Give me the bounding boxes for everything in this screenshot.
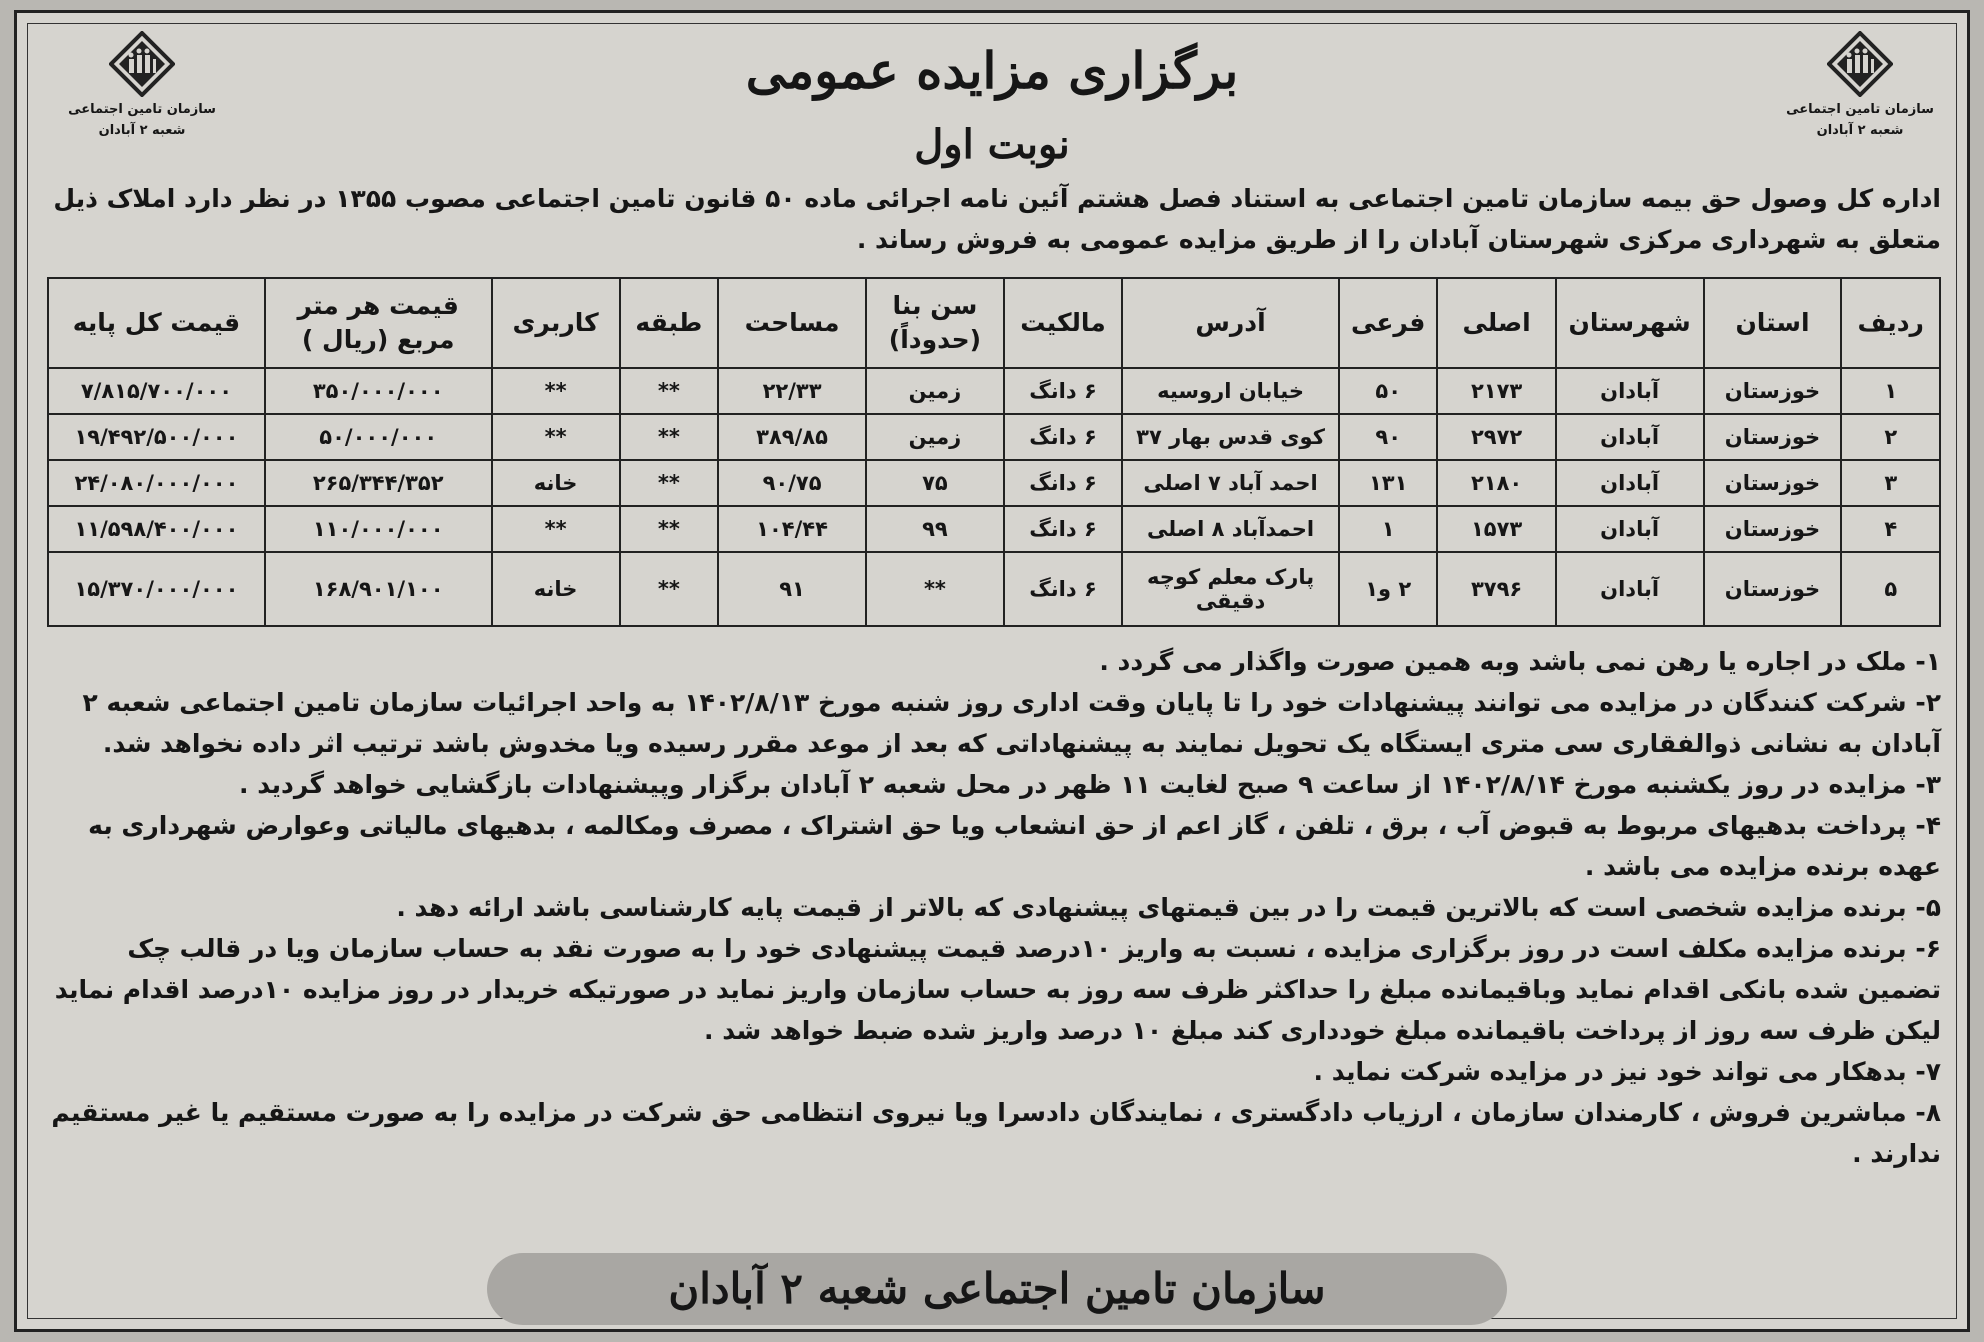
cell-main-plate: ۳۷۹۶ (1437, 552, 1555, 626)
table-row (48, 460, 1940, 506)
cell-usage: خانه (492, 552, 620, 626)
footer-signature: سازمان تامین اجتماعی شعبه ۲ آبادان (487, 1253, 1507, 1325)
cell-building-age: ۷۵ (866, 460, 1004, 506)
cell-area: ۲۲/۳۳ (718, 368, 866, 414)
properties-table-wrap (47, 277, 1941, 629)
cell-province: خوزستان (1704, 368, 1842, 414)
cell-address: احمد آباد ۷ اصلی (1122, 460, 1339, 506)
cell-main-plate: ۱۵۷۳ (1437, 506, 1555, 552)
cell-city: آبادان (1556, 460, 1704, 506)
cell-price-per-m2: ۱۶۸/۹۰۱/۱۰۰ (265, 552, 492, 626)
cell-main-plate: ۲۹۷۲ (1437, 414, 1555, 460)
cell-province: خوزستان (1704, 552, 1842, 626)
col-building-age: سن بنا (حدوداً) (866, 278, 1004, 368)
table-header-row (48, 278, 1940, 368)
logo-org-name: سازمان تامین اجتماعی (68, 102, 216, 117)
cell-row: ۴ (1841, 506, 1940, 552)
newspaper-notice (14, 10, 1970, 1332)
condition-item: ۳- مزایده در روز یکشنبه مورخ ۱۴۰۲/۸/۱۴ از ساعت ۹ صبح لغایت ۱۱ ظهر در محل شعبه ۲ آبادان برگزار وپیشنهادات بازگشایی خواهد گردید . (239, 770, 1941, 799)
col-usage: کاربری (492, 278, 620, 368)
cell-area: ۹۰/۷۵ (718, 460, 866, 506)
cell-total-price: ۱۱/۵۹۸/۴۰۰/۰۰۰ (48, 506, 265, 552)
col-floor: طبقه (620, 278, 719, 368)
condition-item: ۴- پرداخت بدهیهای مربوط به قبوض آب ، برق ، تلفن ، گاز اعم از حق انشعاب ویا حق اشتراک ، مصرف ومکالمه ، بدهیهای مالیاتی وعوارض شهرداری به عهده برنده مزایده می باشد . (88, 811, 1941, 881)
col-city: شهرستان (1556, 278, 1704, 368)
cell-address: خیابان اروسیه (1122, 368, 1339, 414)
cell-ownership: ۶ دانگ (1004, 414, 1122, 460)
cell-area: ۳۸۹/۸۵ (718, 414, 866, 460)
cell-city: آبادان (1556, 368, 1704, 414)
table-row (48, 552, 1940, 626)
col-row: ردیف (1841, 278, 1940, 368)
intro-paragraph: اداره کل وصول حق بیمه سازمان تامین اجتماعی به استناد فصل هشتم آئین نامه اجرائی ماده ۵۰ قانون تامین اجتماعی مصوب ۱۳۵۵ در نظر دارد املاک ذیل متعلق به شهرداری مرکزی شهرستان آبادان را از طریق مزایده عمومی به فروش رساند . (53, 184, 1941, 254)
condition-item: ۶- برنده مزایده مکلف است در روز برگزاری مزایده ، نسبت به واریز ۱۰درصد قیمت پیشنهادی خود را به صورت نقد به حساب سازمان ویا در قالب چک تضمین شده بانکی اقدام نماید وباقیمانده مبلغ را حداکثر ظرف سه روز به حساب سازمان واریز نماید در صورتیکه خریدار در روز مزایده ۱۰درصد اقدام نماید لیکن ظرف سه روز از پرداخت باقیمانده مبلغ خودداری کند مبلغ ۱۰ درصد واریز شده ضبط خواهد شد . (54, 934, 1941, 1045)
cell-row: ۳ (1841, 460, 1940, 506)
col-ownership: مالکیت (1004, 278, 1122, 368)
cell-building-age: ** (866, 552, 1004, 626)
cell-total-price: ۲۴/۰۸۰/۰۰۰/۰۰۰ (48, 460, 265, 506)
cell-floor: ** (620, 414, 719, 460)
cell-area: ۹۱ (718, 552, 866, 626)
cell-ownership: ۶ دانگ (1004, 460, 1122, 506)
cell-row: ۲ (1841, 414, 1940, 460)
table-row (48, 506, 1940, 552)
cell-floor: ** (620, 460, 719, 506)
col-area: مساحت (718, 278, 866, 368)
table-row (48, 368, 1940, 414)
col-price-per-m2: قیمت هر متر مربع (ریال ) (265, 278, 492, 368)
col-total-price: قیمت کل پایه (48, 278, 265, 368)
cell-ownership: ۶ دانگ (1004, 368, 1122, 414)
condition-item: ۱- ملک در اجاره یا رهن نمی باشد وبه همین صورت واگذار می گردد . (1099, 647, 1941, 676)
cell-price-per-m2: ۲۶۵/۳۴۴/۳۵۲ (265, 460, 492, 506)
cell-city: آبادان (1556, 552, 1704, 626)
cell-province: خوزستان (1704, 460, 1842, 506)
cell-sub-plate: ۵۰ (1339, 368, 1438, 414)
condition-item: ۸- مباشرین فروش ، کارمندان سازمان ، ارزیاب دادگستری ، نمایندگان دادسرا ویا نیروی انتظامی حق شرکت در مزایده را به صورت مستقیم یا غیر مستقیم ندارند . (51, 1098, 1941, 1168)
cell-total-price: ۱۵/۳۷۰/۰۰۰/۰۰۰ (48, 552, 265, 626)
notice-subtitle: نوبت اول (914, 121, 1070, 168)
cell-province: خوزستان (1704, 506, 1842, 552)
cell-sub-plate: ۲ و۱ (1339, 552, 1438, 626)
col-province: استان (1704, 278, 1842, 368)
cell-row: ۵ (1841, 552, 1940, 626)
logo-branch-name: شعبه ۲ آبادان (1816, 123, 1904, 138)
cell-building-age: ۹۹ (866, 506, 1004, 552)
cell-floor: ** (620, 368, 719, 414)
cell-ownership: ۶ دانگ (1004, 506, 1122, 552)
col-address: آدرس (1122, 278, 1339, 368)
cell-floor: ** (620, 552, 719, 626)
cell-address: کوی قدس بهار ۳۷ (1122, 414, 1339, 460)
cell-total-price: ۷/۸۱۵/۷۰۰/۰۰۰ (48, 368, 265, 414)
cell-usage: خانه (492, 460, 620, 506)
cell-address: احمدآباد ۸ اصلی (1122, 506, 1339, 552)
conditions-list (47, 641, 1941, 1174)
cell-city: آبادان (1556, 506, 1704, 552)
cell-building-age: زمین (866, 414, 1004, 460)
cell-main-plate: ۲۱۷۳ (1437, 368, 1555, 414)
cell-row: ۱ (1841, 368, 1940, 414)
cell-province: خوزستان (1704, 414, 1842, 460)
table-row (48, 414, 1940, 460)
cell-sub-plate: ۹۰ (1339, 414, 1438, 460)
cell-area: ۱۰۴/۴۴ (718, 506, 866, 552)
condition-item: ۵- برنده مزایده شخصی است که بالاترین قیمت را در بین قیمتهای پیشنهادی که بالاتر از قیمت پایه کارشناسی باشد ارائه دهد . (396, 893, 1941, 922)
condition-item: ۷- بدهکار می تواند خود نیز در مزایده شرکت نماید . (1313, 1057, 1941, 1086)
notice-title: برگزاری مزایده عمومی (745, 41, 1239, 100)
cell-usage: ** (492, 506, 620, 552)
cell-usage: ** (492, 368, 620, 414)
cell-ownership: ۶ دانگ (1004, 552, 1122, 626)
logo-org-name: سازمان تامین اجتماعی (1786, 102, 1934, 117)
cell-floor: ** (620, 506, 719, 552)
cell-sub-plate: ۱ (1339, 506, 1438, 552)
cell-price-per-m2: ۵۰/۰۰۰/۰۰۰ (265, 414, 492, 460)
logo-branch-name: شعبه ۲ آبادان (98, 123, 186, 138)
condition-item: ۲- شرکت کنندگان در مزایده می توانند پیشنهادات خود را تا پایان وقت اداری روز شنبه مورخ ۱۴۰۲/۸/۱۳ به واحد اجرائیات سازمان تامین اجتماعی شعبه ۲ آبادان به نشانی ذوالفقاری سی متری ایستگاه یک تحویل نمایند به پیشنهاداتی که بعد از موعد مقرر رسیده ویا مخدوش باشد ترتیب اثر داده نخواهد شد. (82, 688, 1941, 758)
cell-address: پارک معلم کوچه دقیقی (1122, 552, 1339, 626)
col-sub-plate: فرعی (1339, 278, 1438, 368)
cell-sub-plate: ۱۳۱ (1339, 460, 1438, 506)
cell-price-per-m2: ۳۵۰/۰۰۰/۰۰۰ (265, 368, 492, 414)
col-main-plate: اصلی (1437, 278, 1555, 368)
properties-table (47, 277, 1941, 627)
cell-total-price: ۱۹/۴۹۲/۵۰۰/۰۰۰ (48, 414, 265, 460)
cell-city: آبادان (1556, 414, 1704, 460)
cell-building-age: زمین (866, 368, 1004, 414)
cell-usage: ** (492, 414, 620, 460)
cell-main-plate: ۲۱۸۰ (1437, 460, 1555, 506)
cell-price-per-m2: ۱۱۰/۰۰۰/۰۰۰ (265, 506, 492, 552)
